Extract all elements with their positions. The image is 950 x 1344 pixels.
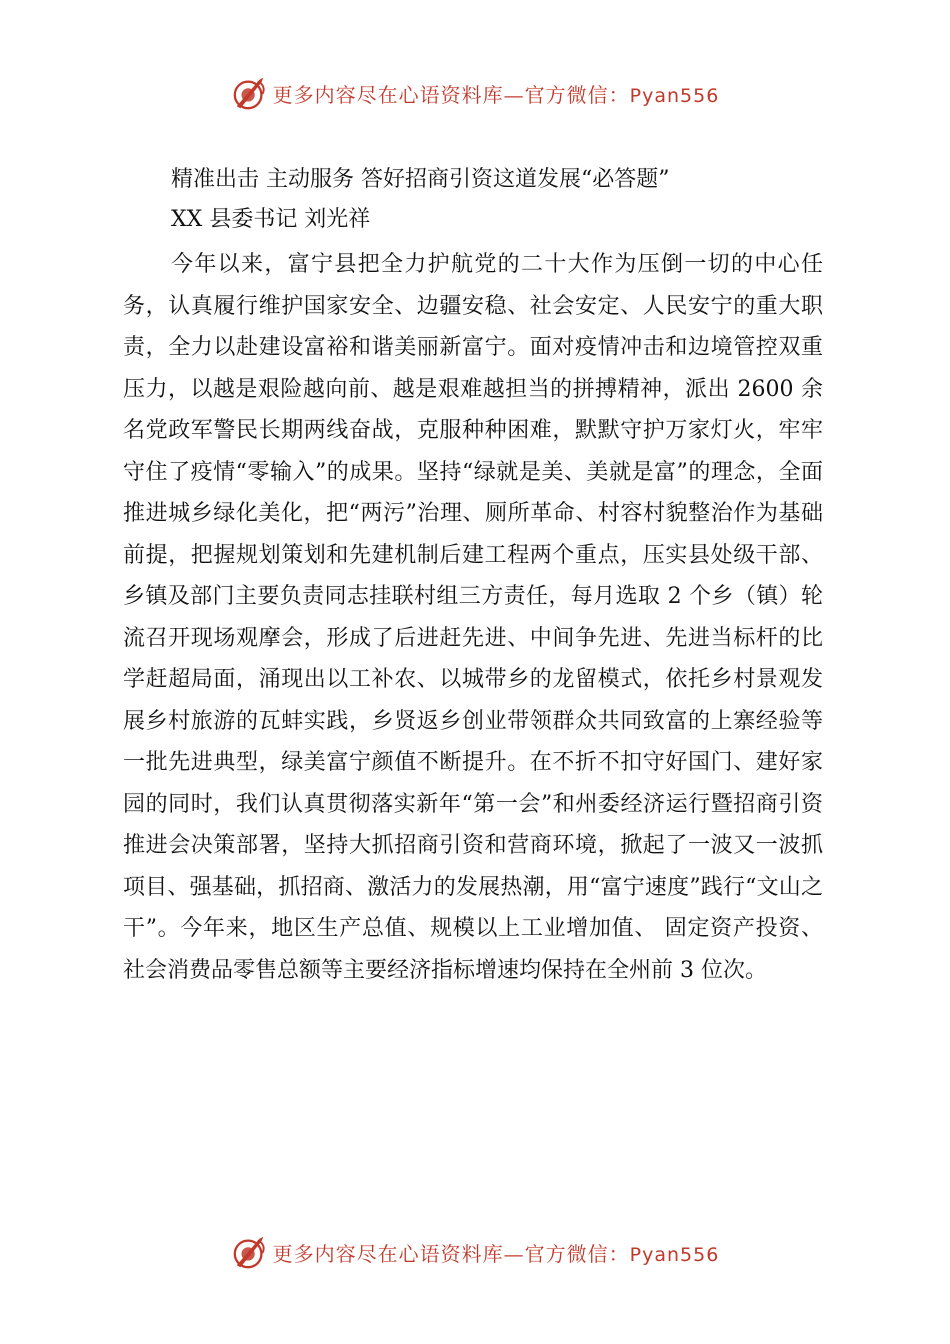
watermark-separator: — bbox=[503, 82, 525, 107]
quill-logo-icon bbox=[231, 74, 269, 112]
watermark-separator: — bbox=[503, 1241, 525, 1266]
watermark-main: 更多内容尽在心语资料库 bbox=[272, 1241, 504, 1266]
document-body bbox=[123, 160, 823, 991]
article-title: 精准出击 主动服务 答好招商引资这道发展“必答题” bbox=[171, 167, 670, 192]
watermark-footer bbox=[0, 1230, 950, 1274]
article-author: XX 县委书记 刘光祥 bbox=[171, 207, 371, 232]
watermark-wechat-label: 官方微信： bbox=[524, 1241, 630, 1266]
watermark-wechat-label: 官方微信： bbox=[524, 82, 630, 107]
watermark-wechat-id: Pyan556 bbox=[629, 84, 720, 107]
watermark-text bbox=[273, 1238, 720, 1267]
watermark-text bbox=[273, 79, 720, 108]
quill-logo-icon bbox=[231, 1233, 269, 1271]
article-paragraph: 今年以来，富宁县把全力护航党的二十大作为压倒一切的中心任务，认真履行维护国家安全、边疆安稳、社会安定、人民安宁的重大职责，全力以赴建设富裕和谐美丽新富宁。面对疫情冲击和边境管控双重压力，以越是艰险越向前、越是艰难越担当的拼搏精神，派出 2600 余名党政军警民长期两线奋战，克服种种困难，默默守护万家灯火，牢牢守住了疫情“零输入”的成果。坚持“绿就是美、美就是富”的理念，全面推进城乡绿化美化，把“两污”治理、厕所革命、村容村貌整治作为基础前提，把握规划策划和先建机制后建工程两个重点，压实县处级干部、乡镇及部门主要负责同志挂联村组三方责任，每月选取 2 个乡（镇）轮流召开现场观摩会，形成了后进赶先进、中间争先进、先进当标杆的比学赶超局面，涌现出以工补农、以城带乡的龙留模式，依托乡村景观发展乡村旅游的瓦蚌实践，乡贤返乡创业带领群众共同致富的上寨经验等一批先进典型，绿美富宁颜值不断提升。在不折不扣守好国门、建好家园的同时，我们认真贯彻落实新年“第一会”和州委经济运行暨招商引资推进会决策部署，坚持大抓招商引资和营商环境，掀起了一波又一波抓项目、强基础，抓招商、激活力的发展热潮，用“富宁速度”践行“文山之干”。今年来，地区生产总值、规模以上工业增加值、 固定资产投资、社会消费品零售总额等主要经济指标增速均保持在全州前 3 位次。 bbox=[123, 252, 823, 983]
watermark-main: 更多内容尽在心语资料库 bbox=[272, 82, 504, 107]
watermark-wechat-id: Pyan556 bbox=[629, 1243, 720, 1266]
watermark-header bbox=[0, 71, 950, 115]
